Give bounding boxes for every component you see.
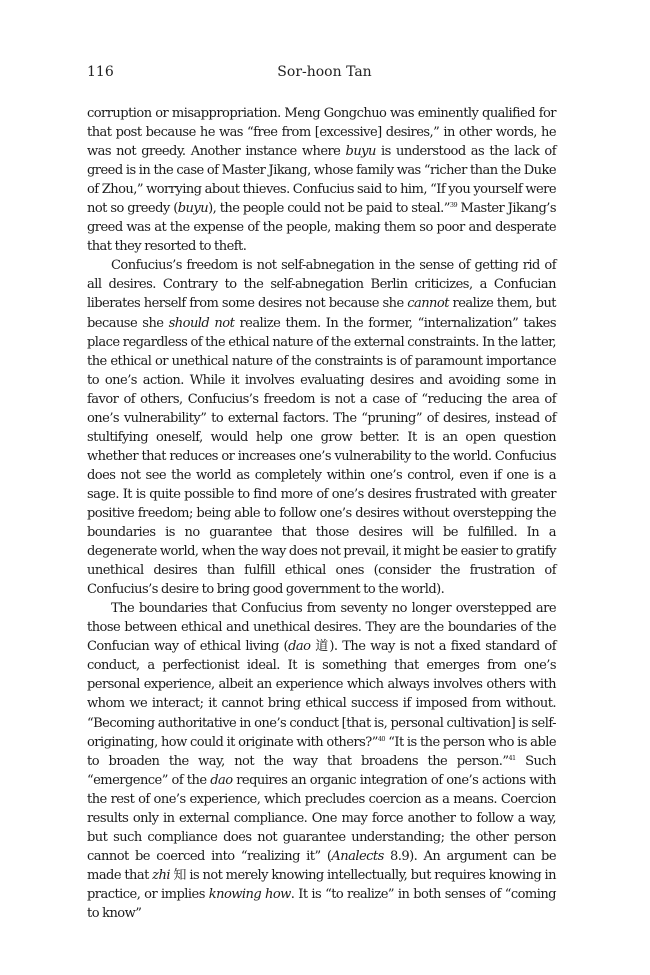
- text-run: is understood as the lack of greed is in the case of Master Jikang, whose family was “richer than the Duke of Zhou,” worrying about thieves. Confucius said to him, “If you yourself were not so greedy (: [87, 144, 556, 217]
- footnote-marker: 39: [449, 201, 458, 210]
- italic-term: zhi: [152, 867, 170, 883]
- footnote-marker: 41: [508, 753, 516, 762]
- italic-term: buyu: [177, 201, 209, 217]
- paragraph: [87, 104, 556, 256]
- text-run: ), the people could not be paid to steal.”: [208, 201, 450, 217]
- body-text: [87, 104, 556, 923]
- text-run: Confucius’s freedom is not self-abnegation in the sense of getting rid of all desires. Contrary to the self-abnegation Berlin criticizes, a Confucian liberates herself from some desires not because she: [87, 258, 556, 312]
- page-number: 116: [87, 64, 114, 80]
- italic-term: cannot: [407, 296, 449, 312]
- text-run: 知 is not merely knowing intellectually, but requires knowing in practice, or implies: [87, 867, 556, 902]
- italic-term: knowing how: [208, 886, 291, 902]
- italic-term: should not: [168, 315, 235, 331]
- text-run: Master Jikang’s greed was at the expense of the people, making them so poor and desperate that they resorted to theft.: [87, 201, 557, 255]
- text-run: realize them, but because she: [87, 296, 556, 331]
- text-run: . It is “to realize” in both senses of “coming to know”: [87, 886, 556, 921]
- running-head: Sor-hoon Tan: [277, 64, 372, 80]
- text-run: The boundaries that Confucius from seventy no longer overstepped are those between ethical and unethical desires. They are the boundaries of the Confucian way of ethical living (: [87, 601, 556, 655]
- paragraph: [87, 256, 556, 599]
- italic-term: buyu: [345, 144, 376, 160]
- italic-term: dao: [210, 772, 233, 788]
- text-run: realize them. In the former, “internalization” takes place regardless of the ethical nature of the external constraints. In the latter, the ethical or unethical nature of the constraints is of paramount importance to one’s action. While it involves evaluating desires and avoiding some in favor of others, Confucius’s freedom is not a case of “reducing the area of one’s vulnerability” to external factors. The “pruning” of desires, instead of stultifying oneself, would help one grow better. It is an open question whether that reduces or increases one’s vulnerability to the world. Confucius does not see the world as completely within one’s control, even if one is a sage. It is quite possible to find more of one’s desires frustrated with greater positive freedom; being able to follow one’s desires without overstepping the boundaries is no guarantee that those desires will be fulfilled. In a degenerate world, when the way does not prevail, it might be easier to gratify unethical desires than fulfill ethical ones (consider the frustration of Confucius’s desire to bring good government to the world).: [87, 315, 556, 598]
- footnote-marker: 40: [377, 734, 385, 743]
- text-run: requires an organic integration of one’s actions with the rest of one’s experience, which precludes coercion as a means. Coercion results only in external compliance. One may force another to follow a way, but such compliance does not guarantee understanding; the other person cannot be coerced into “realizing it” (: [87, 772, 557, 864]
- text-run: 8.9). An argument can be made that: [87, 848, 556, 883]
- italic-term: dao: [288, 639, 311, 655]
- text-run: corruption or misappropriation. Meng Gongchuo was eminently qualified for that post because he was “free from [excessive] desires,” in other words, he was not greedy. Another instance where: [87, 106, 556, 160]
- text-run: “It is the person who is able to broaden the way, not the way that broadens the person.”: [87, 734, 556, 769]
- text-run: Such “emergence” of the: [87, 753, 556, 788]
- page-header: [87, 64, 562, 84]
- text-run: 道). The way is not a fixed standard of conduct, a perfectionist ideal. It is something that emerges from one’s personal experience, albeit an experience which always involves others with whom we interact; it cannot bring ethical success if imposed from without. “Becoming authoritative in one’s conduct [that is, personal cultivation] is self-originating, how could it originate with others?”: [87, 639, 556, 750]
- paragraph: [87, 599, 556, 923]
- italic-term: Analects: [331, 848, 384, 864]
